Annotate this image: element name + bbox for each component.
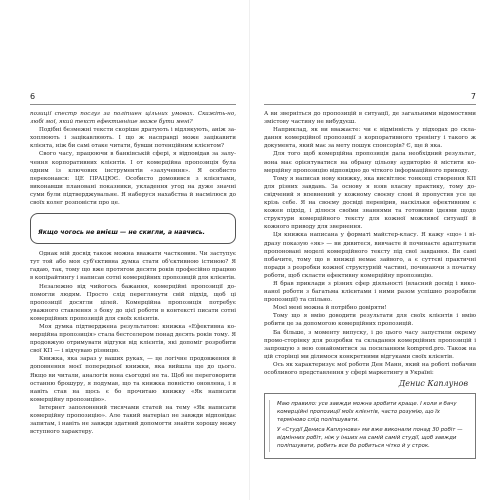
paragraph: Подібні безмежні тексти скоріше дратують і відлякують, аніж захоплюють і зацікавлюють. І що ж насправді може зацікавити клієнта, ніж би самі отаке читати, бувши потенційним клієнтом?	[30, 127, 236, 150]
paragraph: Книжка, яка зараз у ваших руках, — це логічне продовження й доповнення моєї попередньої книжки, яка вийшла ще до цього. Якщо ви читали, аналогія вона сьогодні не та. Щоб не переговорити останню брошуру, я подумав, що та книжка повністю оновлена, і я навіть став на щось є бо прочитаю книжку «Як написати комерційну пропозицію».	[30, 356, 236, 403]
paragraph: А ви зверніться до пропозицій в ситуації, де загальними відомостями змістову частину не вибудуєш.	[264, 111, 476, 126]
paragraph: Моя думка підтверджена результатом: книжка «Ефективна комерційна пропозиція» стала бестселером понад десять років тому. Я продовжую отримувати відгуки від клієнтів, які допоміг розробити свої КП — і відчуваю різницю.	[30, 323, 236, 355]
left-page-body	[30, 110, 236, 436]
paragraph: Ось як характеризує мої роботи Ден Манн, який на роботі побачив особливого представлення у сфері маркетингу в Україні:	[264, 361, 476, 376]
paragraph: Однак мій досвід також можна вважати частковим. Чи заступує тут той або моя суб'єктивна думка стати об'єктивною істиною? Я гадаю, так, тому що вже протягом десяти років професійно працюю в копірайтингу і написав сотні комерційних пропозицій для клієнтів.	[30, 251, 236, 282]
paragraph: позиції спестр послуг за поліпшен цільних умовах. Скажіть-но, любі мої, який текст ефективніше може бути мені?	[30, 111, 236, 126]
paragraph: Тому що я вмію доводити результати для своїх клієнтів і вмію робити це за допомогою комерційних пропозицій.	[264, 313, 476, 328]
paragraph: Наприклад, як ви вважаєте: чи є відмінність у підходах до складання комерційної пропозиції з корпоративного тренінгу і такого ж документа, який має за мету пошук спонсорів? Є, ще й яка.	[264, 127, 476, 150]
paragraph: Моєї мені можна й потрібно довіряти!	[273, 305, 387, 312]
quote-box	[30, 213, 236, 244]
paragraph: Для того щоб комерційна пропозиція дала необхідний результат, вона має орієнтуватися на обрану цільову аудиторію й містити комерційну пропозицію відповідно до чіткого інформаційного приводу.	[264, 151, 476, 174]
paragraph: Незалежно від чийогось бажання, комерційні пропозиції допомогли людям. Просто слід переглянути свій підхід, щоб ці пропозиції досягли цілей. Комерційна пропозиція потребує уважного ставлення з боку до цієї роботи в контексті писати сотні комерційних пропозицій для своїх клієнтів.	[30, 283, 236, 322]
testimonial-note	[264, 393, 476, 459]
note-paragraph: Маю правило: усе завжди можна зробити краще. І коли я бачу комерційні пропозиції моїх клієнтів, часто розумію, що їх терміново слід поліпшувати.	[277, 401, 457, 424]
paragraph: Я брав приклади з різних сфер діяльності (власний досвід і виконаної роботи з багатьма клієнтами і ними разом успішно розробили пропозиції) та спільно.	[264, 280, 476, 304]
paragraph: Свого часу, працюючи в банківській сфері, я відповідав за залучення корпоративних клієнтів. І от комерційна пропозиція була одним із ключових інструментів «залучення». Я особисто переконався: ЦЕ ПРАЦЮЄ. Особисто домовився з клієнтами, виконавши плановані показники, укладення угод на дуже значні суми були підтверджувальне. Я наберуся нахабства й насмілюся до своїх колег розповісти про це.	[30, 151, 236, 207]
note-paragraph: У «Студії Дениса Каплунова» ми вже виконали понад 30 робіт — відмінних робіт, ніж у інших на самій самій студії, щоб завжди поліпшувати, робить все бо робиться чітко й у строк.	[277, 427, 463, 450]
paragraph: Ба більше, з моменту випуску, і до цього часу запустили окрему промо-сторінку для розробки та складання комерційних пропозицій і запрошую з вею ознайомитися за посиланням kompred.pro. Також на цій сторінці ми ділимося конкретними відгуками своїх клієнтів.	[264, 329, 476, 360]
author-signature: Денис Каплунов	[398, 379, 468, 389]
paragraph: Ця книжка написана у форматі майстер-класу. Я кажу «що» і відразу показую «як» — ви дивитеся, вивчаєте й починаєте адаптувати пропоновані моделі комерційного тексту під свої завдання. Ви самі побачите, тому що в книжці немає зайвого, а є суттєві практичні поради з розробки кожної структурній частині, починаючи з початку роботи, щоб скласти ефективну комерційну пропозицію.	[264, 232, 476, 279]
quote-text: Якщо чогось не вмієш — не скигли, а навчись.	[38, 229, 206, 237]
paragraph: Тому я написав нову книжку, яка висвітлює тонкощі створення КП для різних завдань. За основу я взяв власну практику, тому досвідчений я впевнений у кожному своєму слові й пропустив усе це крізь себе. Я на своєму досвіді перевірив, наскільки ефективним є кожен підхід, і ділюся своїми знаннями та готовими ідеями щодо структури комерційного тексту для кожної можливої ситуації й кожного приводу для звернення.	[264, 175, 476, 231]
paragraph: Інтернет заполонений тисячами статей на тему «Як написати комерційну пропозицію». Але такий матеріал не завжди відповідає запитам, і навіть не завжди здатний допомогти знайти хорошу межу вступного характеру.	[30, 404, 236, 436]
header-rule-right	[264, 104, 476, 105]
header-rule-left	[30, 104, 236, 105]
right-page	[250, 0, 500, 500]
page-number-right: 7	[470, 92, 476, 101]
right-page-body	[264, 110, 476, 459]
page-number-left: 6	[30, 92, 36, 101]
